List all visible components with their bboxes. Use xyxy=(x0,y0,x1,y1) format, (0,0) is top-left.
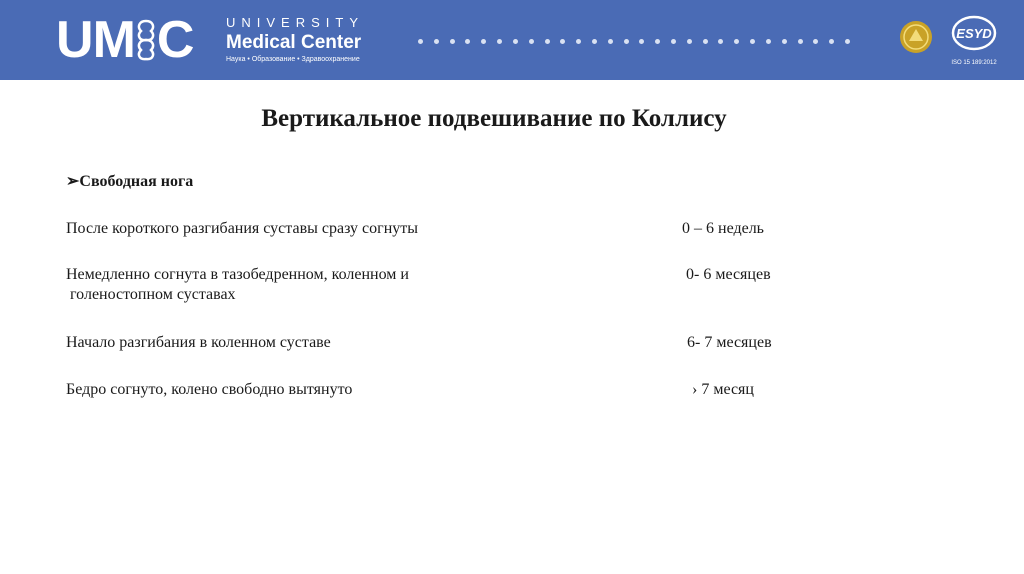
row-label: После короткого разгибания суставы сразу согнуты xyxy=(66,220,419,237)
decorative-dots xyxy=(418,38,850,44)
logo-tagline: Наука • Образование • Здравоохранение xyxy=(226,56,360,63)
row-label: Бедро согнуто, колено свободно вытянуто xyxy=(66,381,353,398)
umc-letters-c: C xyxy=(156,11,194,69)
row-label: Начало разгибания в коленном суставе xyxy=(66,334,331,351)
umc-ornament-icon xyxy=(135,19,157,61)
logo-name: Medical Center xyxy=(226,32,362,53)
row-value: 0 – 6 недель xyxy=(682,220,764,237)
header-bar xyxy=(0,0,1024,80)
umc-letters-m: M xyxy=(92,11,135,69)
row-value: 6- 7 месяцев xyxy=(687,334,772,351)
esyd-logo xyxy=(946,14,1002,66)
logo-text xyxy=(226,16,364,65)
esyd-logo-icon xyxy=(951,14,997,52)
subheading xyxy=(66,172,193,192)
logo-university: UNIVERSITY xyxy=(226,15,365,30)
row-label: Немедленно согнута в тазобедренном, коленном и голеностопном суставах xyxy=(66,266,409,303)
arrow-bullet-icon: ➢ xyxy=(66,173,80,190)
umc-letters-u: U xyxy=(56,11,93,69)
slide-title: Вертикальное подвешивание по Коллису xyxy=(261,105,727,132)
esyd-standard: ISO 15 189:2012 xyxy=(951,60,997,66)
subheading-text: Свободная нога xyxy=(79,173,194,190)
row-value: 0- 6 месяцев xyxy=(686,266,771,283)
umc-logo xyxy=(56,11,194,69)
gold-seal-icon xyxy=(899,20,933,54)
esyd-label: ESYD xyxy=(956,26,992,41)
row-value: › 7 месяц xyxy=(692,381,754,398)
